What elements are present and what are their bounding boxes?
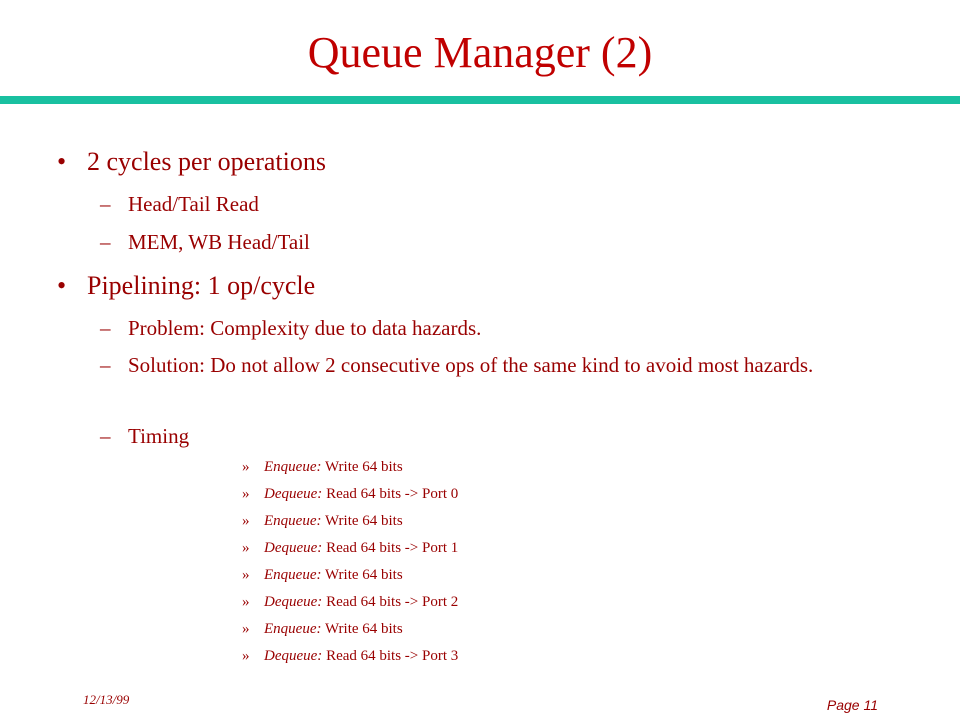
timing-item: [242, 592, 458, 612]
dash-marker: –: [100, 192, 111, 216]
chevron-marker: »: [242, 486, 250, 502]
chevron-marker: »: [242, 459, 250, 475]
footer-page-number: Page 11: [826, 697, 878, 713]
sub-bullet-item: [100, 350, 860, 380]
chevron-marker: »: [242, 621, 250, 637]
bullet-dot: •: [57, 271, 67, 300]
timing-op: Enqueue:: [264, 513, 322, 529]
timing-item: [242, 538, 458, 558]
timing-detail: Write 64 bits: [324, 459, 403, 475]
sub-bullet-item: [100, 189, 860, 219]
dash-marker: –: [100, 316, 111, 340]
chevron-marker: »: [242, 540, 250, 556]
timing-detail: Read 64 bits -> Port 1: [326, 540, 459, 556]
chevron-marker: »: [242, 567, 250, 583]
sub-bullet-item: [100, 227, 860, 257]
timing-item: [242, 457, 403, 477]
sub-bullet-item: [100, 421, 860, 451]
timing-detail: Write 64 bits: [324, 567, 403, 583]
timing-item: [242, 565, 403, 585]
timing-op: Dequeue:: [264, 540, 323, 556]
slide-title: Queue Manager (2): [307, 28, 653, 77]
timing-detail: Read 64 bits -> Port 3: [326, 648, 459, 664]
timing-detail: Read 64 bits -> Port 2: [326, 594, 459, 610]
timing-op: Enqueue:: [264, 567, 322, 583]
sub-bullet-text: Problem: Complexity due to data hazards.: [128, 316, 482, 340]
bullet-dot: •: [57, 147, 67, 176]
bullet-item: [57, 147, 326, 177]
dash-marker: –: [100, 353, 111, 377]
bullet-text: 2 cycles per operations: [87, 147, 326, 176]
bullet-text: Pipelining: 1 op/cycle: [87, 271, 316, 300]
chevron-marker: »: [242, 513, 250, 529]
sub-bullet-text: MEM, WB Head/Tail: [128, 230, 310, 254]
timing-item: [242, 511, 403, 531]
timing-op: Dequeue:: [264, 486, 323, 502]
title-divider: [0, 96, 960, 104]
sub-bullet-item: [100, 313, 860, 343]
chevron-marker: »: [242, 594, 250, 610]
timing-op: Dequeue:: [264, 594, 323, 610]
bullet-item: [57, 271, 315, 301]
timing-item: [242, 484, 458, 504]
dash-marker: –: [100, 230, 111, 254]
timing-op: Dequeue:: [264, 648, 323, 664]
sub-bullet-text: Timing: [128, 424, 190, 448]
dash-marker: –: [100, 424, 111, 448]
sub-bullet-text: Head/Tail Read: [128, 192, 259, 216]
timing-detail: Write 64 bits: [324, 513, 403, 529]
timing-item: [242, 646, 458, 666]
timing-op: Enqueue:: [264, 459, 322, 475]
footer-date: 12/13/99: [83, 692, 130, 707]
chevron-marker: »: [242, 648, 250, 664]
timing-op: Enqueue:: [264, 621, 322, 637]
sub-bullet-text: Solution: Do not allow 2 consecutive ops of the same kind to avoid most hazards.: [128, 353, 814, 377]
timing-item: [242, 619, 403, 639]
timing-detail: Read 64 bits -> Port 0: [326, 486, 459, 502]
timing-detail: Write 64 bits: [324, 621, 403, 637]
